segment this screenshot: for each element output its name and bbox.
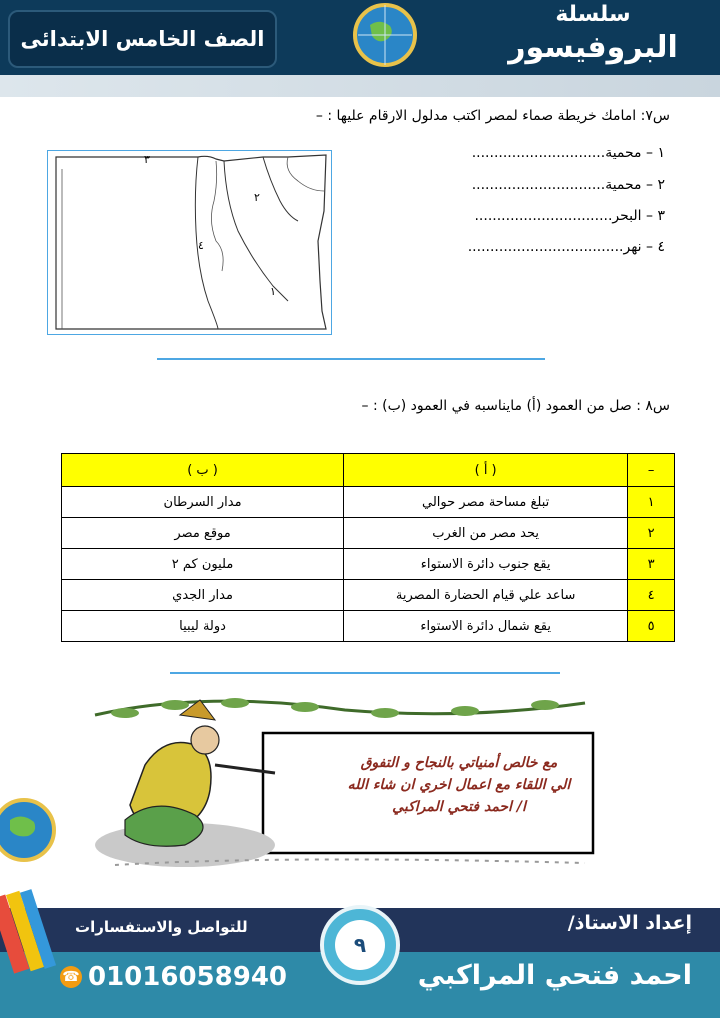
divider-1 <box>157 358 545 360</box>
row-column-a: يحد مصر من الغرب <box>344 518 628 549</box>
contact-label: للتواصل والاستفسارات <box>75 918 248 936</box>
row-column-b: موقع مصر <box>62 518 344 549</box>
table-row <box>62 580 675 611</box>
table-row <box>62 518 675 549</box>
map-label-4: ٤ <box>198 239 204 252</box>
table-header-row <box>62 454 675 487</box>
table-row <box>62 611 675 642</box>
divider-2 <box>170 672 560 674</box>
row-column-a: تبلغ مساحة مصر حوالي <box>344 487 628 518</box>
question8-title: س٨ : صل من العمود (أ) مايناسبه في العمود (ب) : – <box>361 398 670 414</box>
egypt-blank-map <box>47 150 332 335</box>
header-num: – <box>628 454 675 487</box>
row-column-b: مدار الجدي <box>62 580 344 611</box>
phone-text: 01016058940 <box>88 962 287 992</box>
header-stripe <box>0 75 720 97</box>
matching-table <box>61 453 675 642</box>
map-label-2: ٢ <box>254 191 260 204</box>
map-label-1: ١ <box>270 285 276 298</box>
wish-line-3: ا/ احمد فتحي المراكبي <box>392 799 526 815</box>
row-num: ١ <box>628 487 675 518</box>
table-row <box>62 549 675 580</box>
header-column-a: ( أ ) <box>344 454 628 487</box>
phone-icon: ☎ <box>60 966 82 988</box>
brand-logo <box>478 0 708 66</box>
row-column-b: مليون كم ٢ <box>62 549 344 580</box>
page-number: ٩ <box>335 920 385 970</box>
row-column-b: مدار السرطان <box>62 487 344 518</box>
prepared-by-label: إعداد الاستاذ/ <box>567 912 692 934</box>
brand-line2: البروفيسور <box>508 30 678 65</box>
row-column-a: يقع شمال دائرة الاستواء <box>344 611 628 642</box>
row-num: ٣ <box>628 549 675 580</box>
row-num: ٥ <box>628 611 675 642</box>
row-num: ٤ <box>628 580 675 611</box>
grade-label: الصف الخامس الابتدائى <box>8 10 277 68</box>
phone-number <box>60 962 287 992</box>
table-row <box>62 487 675 518</box>
q7-item-2: ٢ – محمية.............................. <box>471 177 665 193</box>
q7-item-4: ٤ – نهر................................... <box>467 239 665 255</box>
wish-line-2: الي اللقاء مع اعمال اخري ان شاء الله <box>347 777 571 793</box>
row-column-a: ساعد علي قيام الحضارة المصرية <box>344 580 628 611</box>
row-column-b: دولة ليبيا <box>62 611 344 642</box>
question7-title: س٧: امامك خريطة صماء لمصر اكتب مدلول الارقام عليها : – <box>315 108 670 124</box>
wishes-text <box>285 752 633 818</box>
wish-line-1: مع خالص أمنياتي بالنجاح و التفوق <box>360 755 558 771</box>
q7-item-3: ٣ – البحر............................... <box>474 208 665 224</box>
teacher-name: احمد فتحي المراكبي <box>417 960 692 991</box>
q7-item-1: ١ – محمية.............................. <box>471 145 665 161</box>
row-num: ٢ <box>628 518 675 549</box>
brand-line1: سلسلة <box>555 2 631 27</box>
books-icon <box>0 885 60 975</box>
page-number-badge <box>320 905 400 985</box>
map-label-3: ٣ <box>144 153 150 166</box>
globe-icon <box>0 790 62 890</box>
header-column-b: ( ب ) <box>62 454 344 487</box>
globe-icon <box>350 0 420 70</box>
row-column-a: يقع جنوب دائرة الاستواء <box>344 549 628 580</box>
